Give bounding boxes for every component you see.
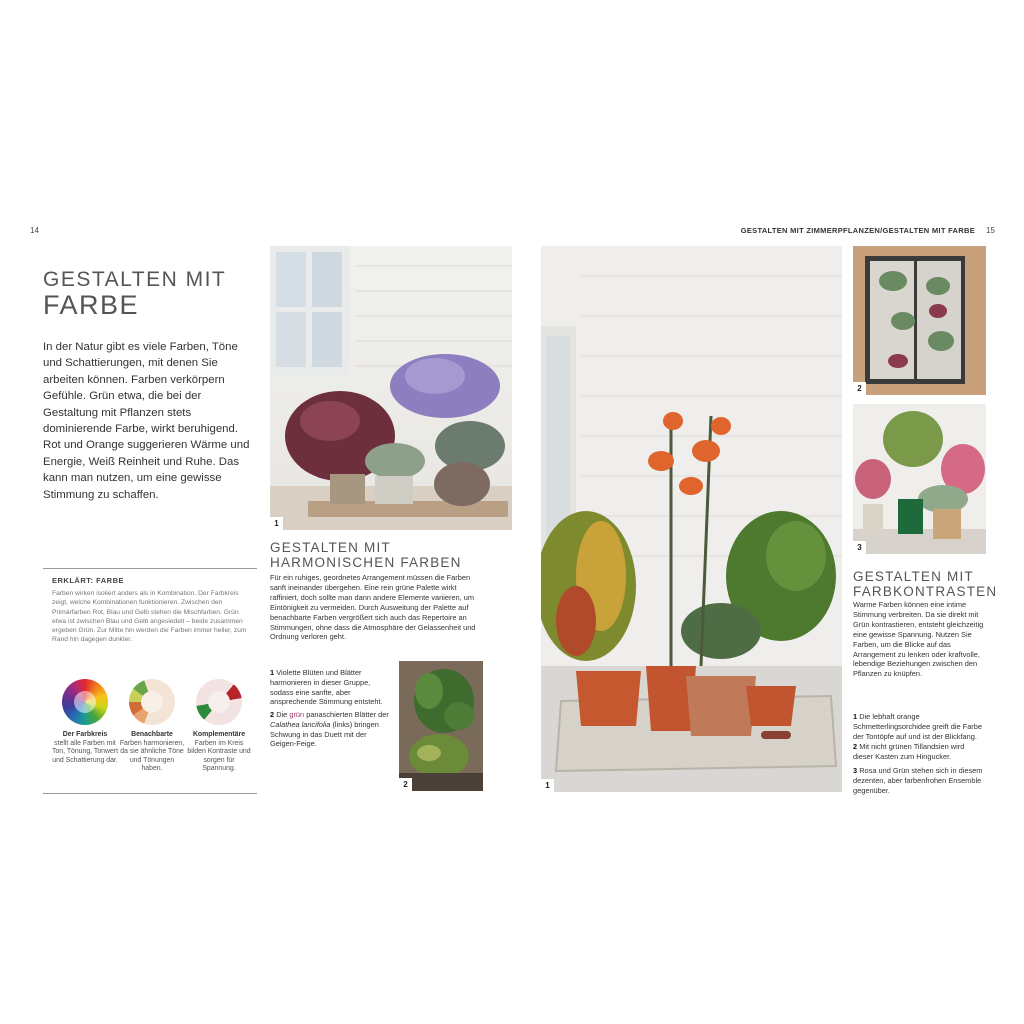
page-title-line1: GESTALTEN MIT (43, 268, 227, 291)
photo-calathea-fig (399, 661, 483, 791)
section1-text: Für ein ruhiges, geordnetes Arrangement müssen die Farben sanft ineinander übergehen. Eine rein grüne Palette wirkt raffiniert, doch sollte man dann andere Elemente variieren, um Eintönigkeit zu vermeiden. Durch Ausweitung der Palette auf benachbarte Farben vergrößert sich auch das Repertoire an Stimmungen, ohne dass die Atmosphäre der Gelassenheit und Ordnung verloren geht. (270, 573, 476, 642)
photo-orchid-tray (541, 246, 842, 792)
explainer-title: ERKLÄRT: FARBE (52, 576, 124, 585)
section1-heading: GESTALTEN MIT HARMONISCHEN FARBEN (270, 540, 462, 570)
wheel-label-full: Der Farbkreis stellt alle Farben mit Ton, Tönung, Tonwert und Schattierung dar. (52, 731, 119, 764)
wheel-label-adjacent: Benachbarte Farben harmonieren, da sie ähnliche Töne und Tönungen haben. (119, 731, 185, 773)
section1-caption-2: 2 Die grün panaschierten Blätter der Calathea lancifolia (links) bringen Schwung in das Duett mit der Geigen-Feige. (270, 710, 389, 749)
explainer-box (43, 568, 257, 794)
photo-violet-arrangement (270, 246, 512, 530)
photo-badge: 2 (853, 382, 866, 395)
section2-caption-2: 2 Mit nicht grünen Tillandsien wird dieser Kasten zum Hingucker. (853, 742, 965, 761)
photo-tillandsia-box (853, 246, 986, 395)
wheel-label-complementary: Komplementäre Farben im Kreis bilden Kontraste und sorgen für Spannung. (187, 731, 251, 773)
section2-text: Warme Farben können eine intime Stimmung verbreiten. Da sie direkt mit Grün kontrastieren, entsteht gleichzeitig eine gewisse Spannung. Nutzen Sie Farben, um die Blicke auf das Arrangement zu lenken oder kraftvolle, lebendige Beziehungen zwischen den Pflanzen zu knüpfen. (853, 600, 984, 679)
page-title-line2: FARBE (43, 290, 140, 320)
explainer-text: Farben wirken isoliert anders als in Kombination. Der Farbkreis zeigt, welche Kombinationen funktionieren. Zwischen den Primärfarben Rot, Blau und Gelb stehen die Mischfarben. Grün etwa ist zwischen Blau und Gelb angesiedelt – beide zusammen ergeben Grün. Zur Mitte hin werden die Farben immer heller, zum Rand hin dagegen dunkler. (52, 590, 247, 644)
page-number-left: 14 (30, 226, 39, 235)
color-wheel-adjacent (129, 679, 175, 725)
color-wheel-full (62, 679, 108, 725)
section2-heading: GESTALTEN MIT FARBKONTRASTEN (853, 569, 998, 599)
photo-badge: 2 (399, 778, 412, 791)
section2-caption-3: 3 Rosa und Grün stehen sich in diesem dezenten, aber farbenfrohen Ensemble gegenüber. (853, 766, 983, 795)
photo-badge: 3 (853, 541, 866, 554)
section2-caption-1: 1 Die lebhaft orange Schmetterlingsorchidee greift die Farbe der Tontöpfe auf und ist der Blickfang. (853, 712, 982, 741)
photo-badge: 1 (270, 517, 283, 530)
page-number-right: 15 (986, 226, 995, 235)
photo-pink-green-ensemble (853, 404, 986, 554)
photo-badge: 1 (541, 779, 554, 792)
intro-text: In der Natur gibt es viele Farben, Töne und Schattierungen, mit denen Sie arbeiten können. Farben verkörpern Gefühle. Grün etwa, die bei der Gestaltung mit Pflanzen stets dominierende Farbe, wirkt beruhigend. Rot und Orange suggerieren Wärme und Energie, Weiß Reinheit und Ruhe. Das kann man nutzen, um eine gewisse Stimmung zu schaffen. (43, 341, 250, 501)
color-wheel-complementary (196, 679, 242, 725)
section1-caption-1: 1 Violette Blüten und Blätter harmonieren in dieser Gruppe, sodass eine sanfte, aber ansprechende Stimmung entsteht. (270, 668, 383, 707)
running-header: GESTALTEN MIT ZIMMERPFLANZEN/GESTALTEN MIT FARBE (740, 226, 975, 235)
